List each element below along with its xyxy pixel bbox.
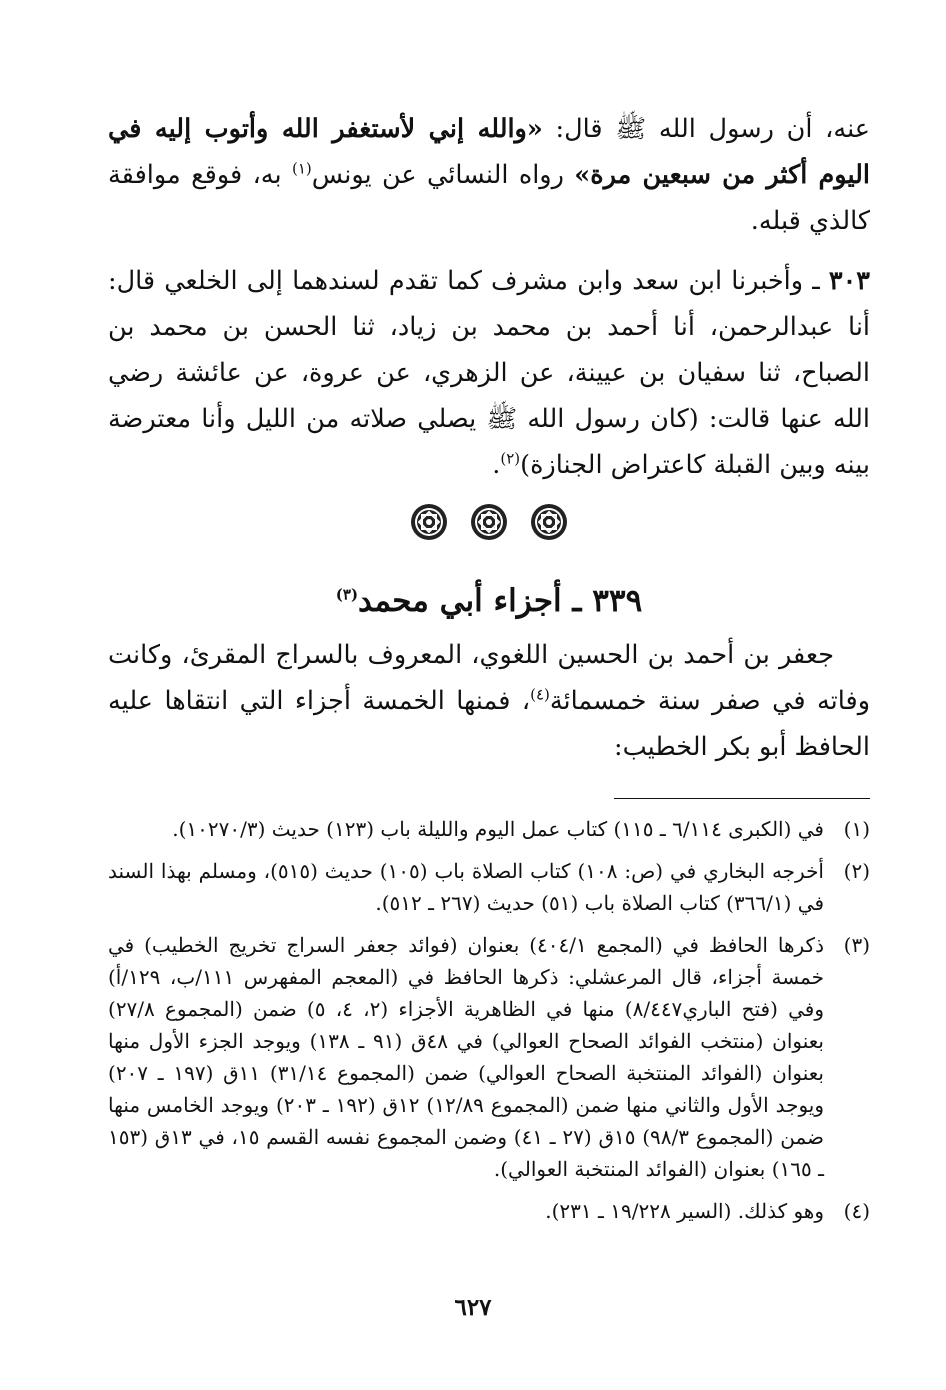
para2-end: . [492, 450, 501, 480]
footnote-item [108, 1195, 870, 1227]
paragraph-hadith-continuation [108, 106, 870, 244]
footnote-ref-1[interactable]: (١) [291, 159, 312, 178]
para1-quote: «والله إني لأستغفر الله وأتوب إليه في اليوم أكثر من سبعين مرة» [108, 114, 870, 190]
footnote-item [108, 855, 870, 919]
section-title-text: ٣٣٩ ـ أجزاء أبي محمد [358, 583, 643, 619]
para3-text2: ، فمنها الخمسة أجزاء التي انتقاها عليه الحافظ أبو بكر الخطيب: [108, 686, 870, 762]
para1-part3: به، فوقع موافقة كالذي قبله. [108, 160, 870, 236]
ornament-icon [529, 502, 569, 542]
section-divider-ornaments [108, 502, 870, 542]
page-content [108, 96, 870, 1237]
footnote-number: (٤) [843, 1199, 870, 1223]
section-heading [108, 576, 870, 626]
hadith-number: ٣٠٣ [828, 266, 870, 296]
footnote-number: (٢) [843, 859, 870, 883]
ornament-icon [469, 502, 509, 542]
footnote-ref-4[interactable]: (٤) [530, 685, 550, 704]
page-number: ٦٢٧ [454, 1294, 492, 1321]
footnote-item [108, 813, 870, 845]
footnote-item [108, 929, 870, 1185]
footnote-number: (٣) [843, 933, 870, 957]
paragraph-hadith-303 [108, 258, 870, 488]
footnote-text: وهو كذلك. (السير ١٩/٢٢٨ ـ ٢٣١). [545, 1199, 824, 1223]
footnotes-list [108, 813, 870, 1227]
footnote-text: في (الكبرى ٦/١١٤ ـ ١١٥) كتاب عمل اليوم والليلة باب (١٢٣) حديث (١٠٢٧٠/٣). [172, 817, 824, 841]
footnote-ref-2[interactable]: (٢) [500, 449, 521, 468]
footnote-ref-3[interactable]: (٣) [335, 585, 359, 604]
footnote-text: أخرجه البخاري في (ص: ١٠٨) كتاب الصلاة باب (١٠٥) حديث (٥١٥)، ومسلم بهذا السند في (٣٦٦/١) كتاب الصلاة باب (٥١) حديث (٢٦٧ ـ ٥١٢). [108, 859, 824, 915]
paragraph-section-intro [108, 632, 870, 770]
para1-part2: رواه النسائي عن يونس [311, 160, 575, 190]
footnote-divider [614, 798, 870, 799]
para1-part1: عنه، أن رسول الله ﷺ قال: [542, 114, 870, 144]
para3-text1: جعفر بن أحمد بن الحسين اللغوي، المعروف بالسراج المقرئ، وكانت وفاته في صفر سنة خمسمائة [108, 640, 871, 716]
footnote-number: (١) [843, 817, 870, 841]
ornament-icon [409, 502, 449, 542]
footnote-text: ذكرها الحافظ في (المجمع ٤٠٤/١) بعنوان (فوائد جعفر السراج تخريج الخطيب) في خمسة أجزاء، قال المرعشلي: ذكرها الحافظ في (المعجم المفهرس ١١١/ب، ١٢٩/أ) وفي (فتح الباري٨/٤٤٧) منها في الظاهرية الأجزاء (٢، ٤، ٥) ضمن (المجموع ٢٧/٨) بعنوان (منتخب الفوائد الصحاح العوالي) في ٤٨ق (٩١ ـ ١٣٨) ويوجد الجزء الأول منها بعنوان (الفوائد المنتخبة الصحاح العوالي) ضمن (المجموع ٣١/١٤) ١١ق (١٩٧ ـ ٢٠٧) ويوجد الأول والثاني منها ضمن (المجموع ١٢/٨٩) ١٢ق (١٩٢ ـ ٢٠٣) ويوجد الخامس منها ضمن (المجموع ٩٨/٣) ١٥ق (٢٧ ـ ٤١) وضمن المجموع نفسه القسم ١٥، في ١٣ق (١٥٣ ـ ١٦٥) بعنوان (الفوائد المنتخبة العوالي). [108, 933, 825, 1181]
para2-text: ـ وأخبرنا ابن سعد وابن مشرف كما تقدم لسندهما إلى الخلعي قال: أنا عبدالرحمن، أنا أحمد بن محمد بن زياد، ثنا الحسن بن محمد بن الصباح، ثنا سفيان بن عيينة، عن الزهري، عن عروة، عن عائشة رضي الله عنها قالت: (كان رسول الله ﷺ يصلي صلاته من الليل وأنا معترضة بينه وبين القبلة كاعتراض الجنازة) [108, 266, 870, 480]
